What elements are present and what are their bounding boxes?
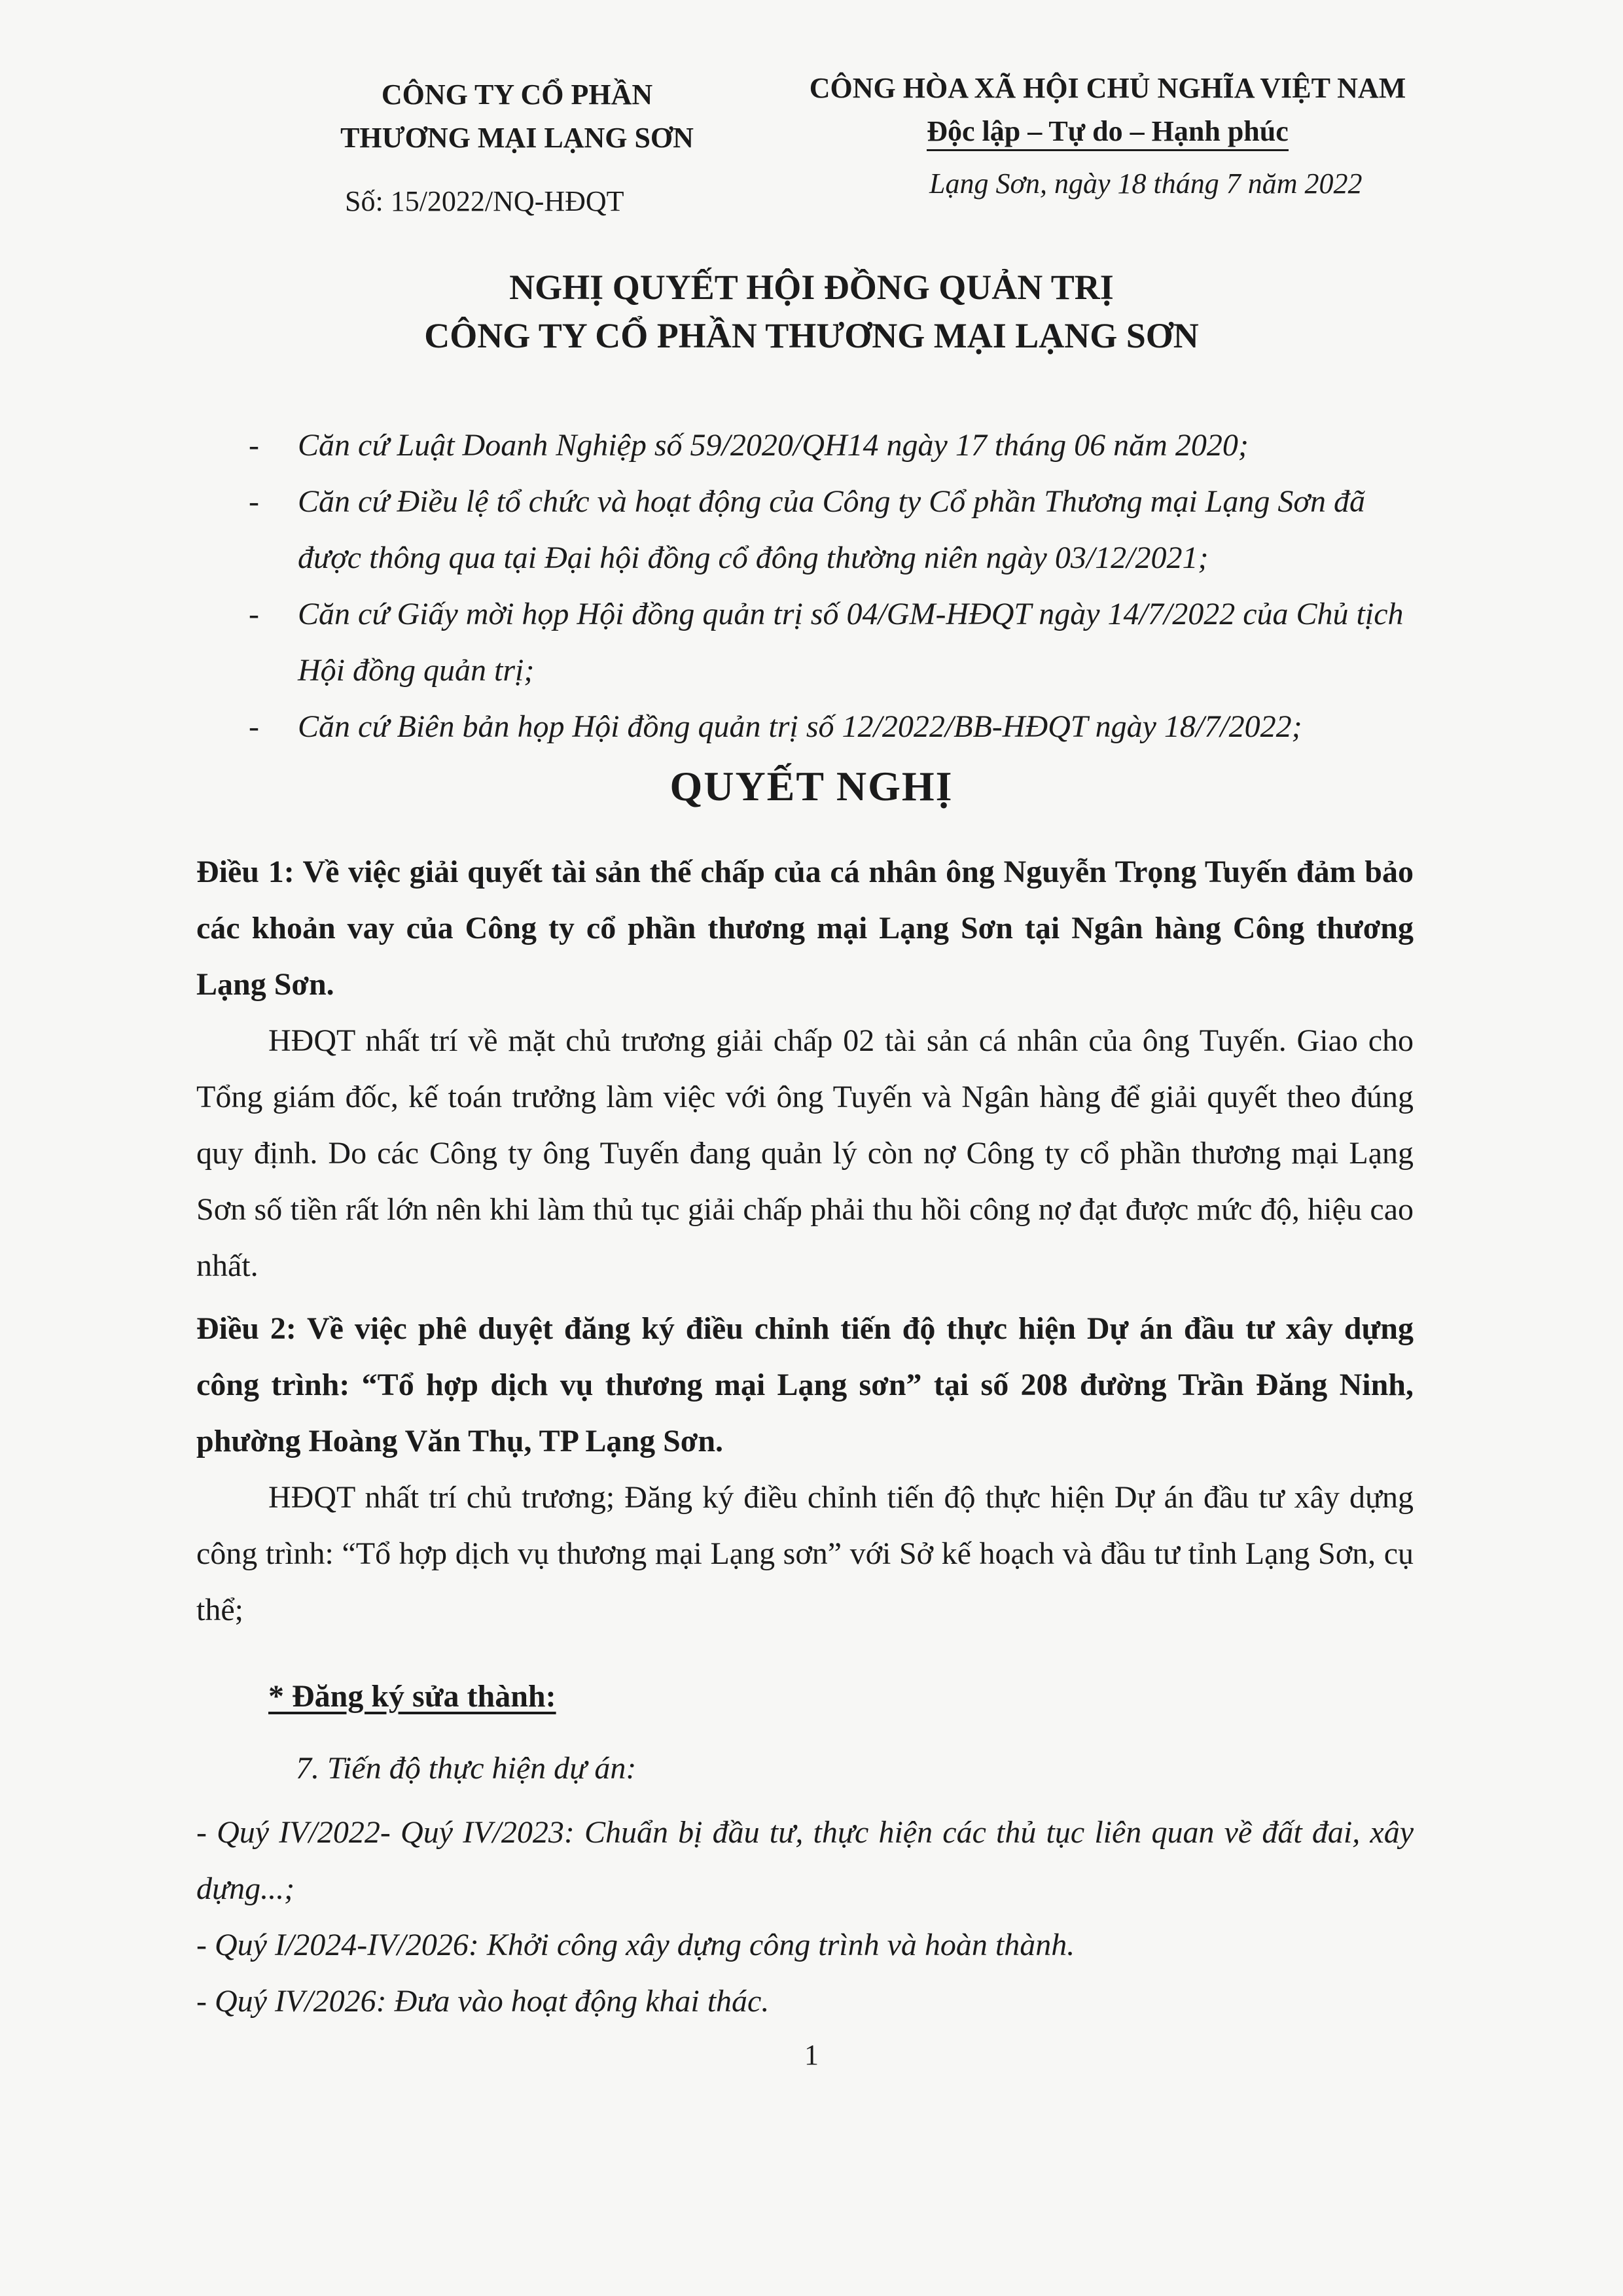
resolve-heading: QUYẾT NGHỊ	[669, 763, 954, 809]
company-name-line1: CÔNG TY CỔ PHẦN	[381, 79, 653, 111]
document-title-line1: NGHỊ QUYẾT HỘI ĐỒNG QUẢN TRỊ	[509, 268, 1114, 307]
document-date: Lạng Sơn, ngày 18 tháng 7 năm 2022	[929, 168, 1363, 200]
document-number: Số: 15/2022/NQ-HĐQT	[345, 185, 624, 217]
legal-basis-item: - Căn cứ Giấy mời họp Hội đồng quản trị số 04/GM-HĐQT ngày 14/7/2022 của Chủ tịch Hội đồng quản trị;	[249, 597, 1404, 688]
national-motto: Độc lập – Tự do – Hạnh phúc	[927, 115, 1289, 151]
article-1	[196, 844, 1414, 1294]
schedule-heading: 7. Tiến độ thực hiện dự án:	[296, 1751, 637, 1786]
legal-basis-list	[249, 417, 1414, 755]
legal-basis-item: - Căn cứ Điều lệ tổ chức và hoạt động của Công ty Cổ phần Thương mại Lạng Sơn đã được thông qua tại Đại hội đồng cổ đông thường niên ngày 03/12/2021;	[249, 484, 1365, 575]
legal-basis-item: - Căn cứ Luật Doanh Nghiệp số 59/2020/QH14 ngày 17 tháng 06 năm 2020;	[249, 428, 1249, 463]
page-number: 1	[804, 2039, 819, 2071]
national-title: CÔNG HÒA XÃ HỘI CHỦ NGHĨA VIỆT NAM	[809, 72, 1406, 104]
article-2-heading: Điều 2: Về việc phê duyệt đăng ký điều chỉnh tiến độ thực hiện Dự án đầu tư xây dựng công trình: “Tổ hợp dịch vụ thương mại Lạng sơn” tại số 208 đường Trần Đăng Ninh, phường Hoàng Văn Thụ, TP Lạng Sơn.	[196, 1311, 1414, 1458]
legal-basis-text: Căn cứ Luật Doanh Nghiệp số 59/2020/QH14 ngày 17 tháng 06 năm 2020;	[298, 428, 1249, 463]
amendment-heading: * Đăng ký sửa thành:	[268, 1679, 556, 1714]
legal-basis-text: Căn cứ Biên bản họp Hội đồng quản trị số 12/2022/BB-HĐQT ngày 18/7/2022;	[298, 709, 1302, 744]
article-1-heading: Điều 1: Về việc giải quyết tài sản thế chấp của cá nhân ông Nguyễn Trọng Tuyến đảm bảo các khoản vay của Công ty cổ phần thương mại Lạng Sơn tại Ngân hàng Công thương Lạng Sơn.	[196, 855, 1414, 1002]
document-title-line2: CÔNG TY CỔ PHẦN THƯƠNG MẠI LẠNG SƠN	[424, 316, 1199, 355]
company-header	[281, 73, 753, 160]
legal-basis-text: Căn cứ Điều lệ tổ chức và hoạt động của Công ty Cổ phần Thương mại Lạng Sơn đã được thông qua tại Đại hội đồng cổ đông thường niên ngày 03/12/2021;	[298, 484, 1365, 575]
national-motto-wrap	[795, 110, 1420, 153]
article-2-body: HĐQT nhất trí chủ trương; Đăng ký điều chỉnh tiến độ thực hiện Dự án đầu tư xây dựng công trình: “Tổ hợp dịch vụ thương mại Lạng sơn” với Sở kế hoạch và đầu tư tỉnh Lạng Sơn, cụ thể;	[196, 1480, 1414, 1627]
company-name-line2: THƯƠNG MẠI LẠNG SƠN	[340, 122, 694, 154]
legal-basis-item: - Căn cứ Biên bản họp Hội đồng quản trị số 12/2022/BB-HĐQT ngày 18/7/2022;	[249, 709, 1302, 744]
national-header	[795, 67, 1420, 153]
article-1-body: HĐQT nhất trí về mặt chủ trương giải chấp 02 tài sản cá nhân của ông Tuyến. Giao cho Tổng giám đốc, kế toán trưởng làm việc với ông Tuyến và Ngân hàng để giải quyết theo đúng quy định. Do các Công ty ông Tuyến đang quản lý còn nợ Công ty cổ phần thương mại Lạng Sơn số tiền rất lớn nên khi làm thủ tục giải chấp phải thu hồi công nợ đạt được mức độ, hiệu cao nhất.	[196, 1023, 1414, 1283]
schedule-item: - Quý IV/2026: Đưa vào hoạt động khai thác.	[196, 1984, 770, 2019]
schedule-item: - Quý IV/2022- Quý IV/2023: Chuẩn bị đầu tư, thực hiện các thủ tục liên quan về đất đai, xây dựng...;	[196, 1815, 1414, 1906]
article-2	[196, 1301, 1414, 1638]
legal-basis-text: Căn cứ Giấy mời họp Hội đồng quản trị số 04/GM-HĐQT ngày 14/7/2022 của Chủ tịch Hội đồng quản trị;	[298, 597, 1404, 688]
schedule-item: - Quý I/2024-IV/2026: Khởi công xây dựng công trình và hoàn thành.	[196, 1928, 1075, 1962]
